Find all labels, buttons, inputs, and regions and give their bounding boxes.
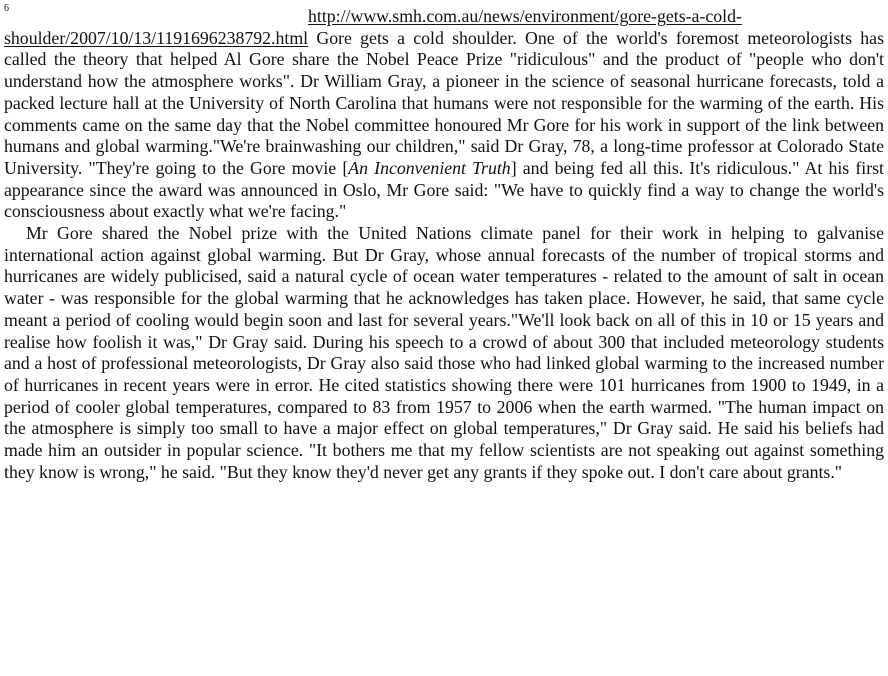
footnote-paragraph-1	[4, 0, 884, 223]
footnote-number: 6	[4, 3, 9, 14]
paragraph-1-text-b: ] and being fed all this. It's ridiculous." At his first appearance since the award was announced in Oslo, Mr Gore said: "We have to quickly find a way to change the world's consciousness about exactly what we're facing."	[4, 157, 884, 222]
footnote-paragraph-2: Mr Gore shared the Nobel prize with the United Nations climate panel for their work in helping to galvanise international action against global warming. But Dr Gray, whose annual forecasts of the number of tropical storms and hurricanes are widely publicised, said a natural cycle of ocean water temperatures - related to the amount of salt in ocean water - was responsible for the global warming that he acknowledges has taken place. However, he said, that same cycle meant a period of cooling would begin soon and last for several years."We'll look back on all of this in 10 or 15 years and realise how foolish it was," Dr Gray said. During his speech to a crowd of about 300 that included meteorology students and a host of professional meteorologists, Dr Gray also said those who had linked global warming to the increased number of hurricanes in recent years were in error. He cited statistics showing there were 101 hurricanes from 1900 to 1949, in a period of cooler global temperatures, compared to 83 from 1957 to 2006 when the earth warmed. "The human impact on the atmosphere is simply too small to have a major effect on global temperatures," Dr Gray said. He said his beliefs had made him an outsider in popular science. "It bothers me that my fellow scientists are not speaking out against something they know is wrong," he said. "But they know they'd never get any grants if they spoke out. I don't care about grants."	[4, 223, 884, 482]
footnote-body	[4, 0, 884, 483]
film-title: An Inconvenient Truth	[348, 157, 511, 178]
paragraph-1-text-a: Gore gets a cold shoulder. One of the world's foremost meteorologists has called the theory that helped Al Gore share the Nobel Peace Prize "ridiculous" and the product of "people who don't understand how the atmosphere works". Dr William Gray, a pioneer in the science of seasonal hurricane forecasts, told a packed lecture hall at the University of North Carolina that humans were not responsible for the warming of the earth. His comments came on the same day that the Nobel committee honoured Mr Gore for his work in support of the link between humans and global warming."We're brainwashing our children," said Dr Gray, 78, a long-time professor at Colorado State University. "They're going to the Gore movie [	[4, 27, 884, 178]
source-url-link[interactable]: http://www.smh.com.au/news/environment/gore-gets-a-cold-shoulder/2007/10/13/1191696238792.html	[4, 6, 742, 48]
